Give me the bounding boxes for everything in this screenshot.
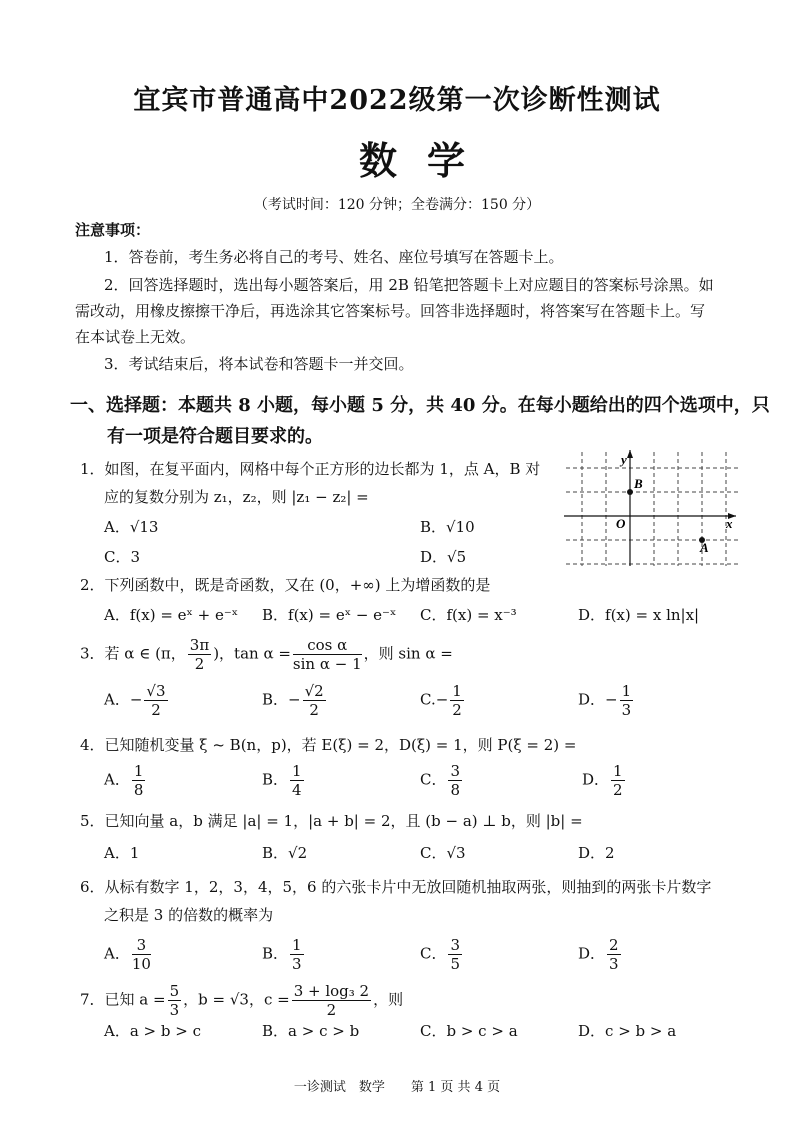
subject-title: 数学	[358, 138, 495, 183]
option-fraction	[290, 762, 304, 799]
q3-stem	[80, 636, 453, 673]
option-fraction	[303, 682, 326, 719]
q4-option-c	[420, 762, 464, 799]
q6-stem-line-1: 6．从标有数字 1，2，3，4，5，6 的六张卡片中无放回随机抽取两张，则抽到的两张卡片数字	[80, 878, 712, 896]
q7-option-a: A．a > b > c	[104, 1022, 201, 1040]
option-fraction	[132, 936, 151, 973]
q6-option-b	[262, 936, 306, 973]
fraction-denominator: 2	[194, 655, 205, 673]
option-fraction	[290, 936, 304, 973]
option-label: B．	[262, 770, 289, 789]
q4-option-a	[104, 762, 147, 799]
q1-option-c: C．3	[104, 548, 141, 566]
point-b-label: B	[634, 476, 643, 491]
notice-heading: 注意事项：	[75, 221, 151, 239]
q1-stem-line-2: 应的复数分别为 z₁，z₂，则 |z₁ − z₂| =	[104, 488, 369, 506]
q7-option-b: B．a > c > b	[262, 1022, 360, 1040]
notice-item-1: 1．答卷前，考生务必将自己的考号、姓名、座位号填写在答题卡上。	[104, 248, 564, 266]
point-a-label: A	[700, 540, 709, 555]
fraction-denominator: 3	[169, 1001, 180, 1019]
fraction-denominator: 3	[621, 701, 632, 719]
q7-stem-pre: 7．已知 a =	[80, 990, 166, 1009]
q5-option-a: A．1	[104, 844, 140, 862]
option-fraction	[611, 762, 625, 799]
fraction-denominator: 8	[450, 781, 461, 799]
fraction-denominator: 3	[292, 955, 302, 973]
q4-stem: 4．已知随机变量 ξ ~ B(n，p)，若 E(ξ) = 2，D(ξ) = 1，则 P(ξ = 2) =	[80, 736, 577, 754]
q2-stem: 2．下列函数中，既是奇函数，又在 (0，+∞) 上为增函数的是	[80, 576, 491, 594]
option-label: C．	[420, 944, 447, 963]
q2-option-d: D．f(x) = x ln|x|	[578, 606, 700, 624]
fraction-denominator: 3	[609, 955, 619, 973]
option-label: C．	[420, 770, 447, 789]
q2-option-b: B．f(x) = eˣ − e⁻ˣ	[262, 606, 397, 624]
fraction-numerator: 2	[609, 936, 619, 954]
point-b	[627, 489, 633, 495]
fraction-denominator: 4	[292, 781, 302, 799]
option-label: C.−	[420, 690, 449, 709]
q3-fraction-3pi-over-2	[188, 636, 211, 673]
notice-item-3: 3．考试结束后，将本试卷和答题卡一并交回。	[104, 355, 414, 373]
q5-option-d: D．2	[578, 844, 615, 862]
q6-option-d	[578, 936, 623, 973]
x-axis-label: x	[726, 516, 733, 531]
q3-option-d	[578, 682, 635, 719]
fraction-numerator: 3	[450, 936, 461, 954]
fraction-numerator: √2	[304, 682, 324, 700]
fraction-numerator: 3	[450, 762, 461, 780]
option-label: B．	[262, 944, 289, 963]
fraction-numerator: 1	[133, 762, 144, 780]
fraction-denominator: 2	[309, 701, 319, 719]
page-title: 宜宾市普通高中2022级第一次诊断性测试	[133, 85, 661, 116]
fraction-numerator: 5	[169, 982, 180, 1000]
option-label: B．−	[262, 690, 301, 709]
section-1-heading-line-1: 一、选择题：本题共 8 小题，每小题 5 分，共 40 分。在每小题给出的四个选项中，只	[70, 395, 770, 416]
q3-stem-mid: )，tan α =	[213, 644, 291, 663]
option-label: D．	[582, 770, 610, 789]
fraction-numerator: √3	[146, 682, 166, 700]
q7-fraction-a	[168, 982, 182, 1019]
option-fraction	[144, 682, 167, 719]
fraction-numerator: 1	[292, 762, 302, 780]
fraction-numerator: 1	[452, 682, 462, 700]
q3-option-a	[104, 682, 170, 719]
q5-option-b: B．√2	[262, 844, 308, 862]
option-label: A．	[104, 770, 130, 789]
q4-option-d	[582, 762, 627, 799]
q1-option-a: A．√13	[104, 518, 159, 536]
option-fraction	[448, 762, 462, 799]
fraction-numerator: 1	[621, 682, 632, 700]
q7-stem-mid: ，b = √3，c =	[183, 990, 290, 1009]
q6-option-a	[104, 936, 153, 973]
y-axis-label: y	[621, 452, 627, 467]
q3-fraction-tan	[293, 636, 362, 673]
q4-option-b	[262, 762, 306, 799]
option-fraction	[450, 682, 464, 719]
q7-stem-post: ，则	[373, 990, 404, 1009]
q3-option-b	[262, 682, 328, 719]
q7-fraction-c	[292, 982, 371, 1019]
fraction-numerator: 1	[292, 936, 302, 954]
q1-option-b: B．√10	[420, 518, 475, 536]
q7-stem	[80, 982, 403, 1019]
q5-stem: 5．已知向量 a，b 满足 |a| = 1，|a + b| = 2，且 (b − a) ⊥ b，则 |b| =	[80, 812, 583, 830]
fraction-denominator: sin α − 1	[292, 655, 362, 673]
q6-option-c	[420, 936, 464, 973]
complex-plane-grid	[560, 446, 742, 568]
fraction-denominator: 2	[613, 781, 623, 799]
q3-option-c	[420, 682, 466, 719]
fraction-denominator: 8	[133, 781, 144, 799]
fraction-numerator: 3 + log₃ 2	[293, 982, 370, 1000]
fraction-denominator: 2	[452, 701, 462, 719]
option-label: D．	[578, 944, 606, 963]
q1-option-d: D．√5	[420, 548, 467, 566]
fraction-numerator: 3	[132, 936, 151, 955]
q3-stem-pre: 3．若 α ∈ (π，	[80, 644, 186, 663]
origin-label: O	[616, 516, 626, 531]
option-fraction	[607, 936, 621, 973]
notice-item-2-line-2: 需改动，用橡皮擦擦干净后，再选涂其它答案标号。回答非选择题时，将答案写在答题卡上。写	[75, 302, 706, 320]
fraction-denominator: 10	[131, 955, 151, 973]
option-label: D．−	[578, 690, 618, 709]
q2-option-a: A．f(x) = eˣ + e⁻ˣ	[104, 606, 239, 624]
notice-item-2-line-3: 在本试卷上无效。	[75, 328, 196, 346]
fraction-denominator: 2	[151, 701, 161, 719]
exam-info: （考试时间：120 分钟；全卷满分：150 分）	[253, 197, 541, 213]
section-1-heading-line-2: 有一项是符合题目要求的。	[107, 426, 323, 447]
q6-stem-line-2: 之积是 3 的倍数的概率为	[104, 906, 274, 924]
page-footer: 一诊测试 数学 第 1 页 共 4 页	[293, 1080, 501, 1095]
q5-option-c: C．√3	[420, 844, 466, 862]
q2-option-c: C．f(x) = x⁻³	[420, 606, 517, 624]
fraction-numerator: cos α	[293, 636, 362, 655]
q1-stem-line-1: 1．如图，在复平面内，网格中每个正方形的边长都为 1，点 A，B 对	[80, 460, 541, 478]
fraction-denominator: 5	[450, 955, 461, 973]
q3-stem-post: ，则 sin α =	[363, 644, 453, 663]
y-axis-arrow-icon	[627, 450, 633, 458]
option-fraction	[620, 682, 634, 719]
fraction-numerator: 3π	[189, 636, 210, 654]
notice-item-2-line-1: 2．回答选择题时，选出每小题答案后，用 2B 铅笔把答题卡上对应题目的答案标号涂黑。如	[104, 276, 714, 294]
option-fraction	[448, 936, 462, 973]
option-fraction	[132, 762, 146, 799]
q7-option-c: C．b > c > a	[420, 1022, 518, 1040]
fraction-numerator: 1	[613, 762, 623, 780]
option-label: A．	[104, 944, 130, 963]
option-label: A．−	[104, 690, 143, 709]
q7-option-d: D．c > b > a	[578, 1022, 677, 1040]
fraction-denominator: 2	[326, 1001, 337, 1019]
